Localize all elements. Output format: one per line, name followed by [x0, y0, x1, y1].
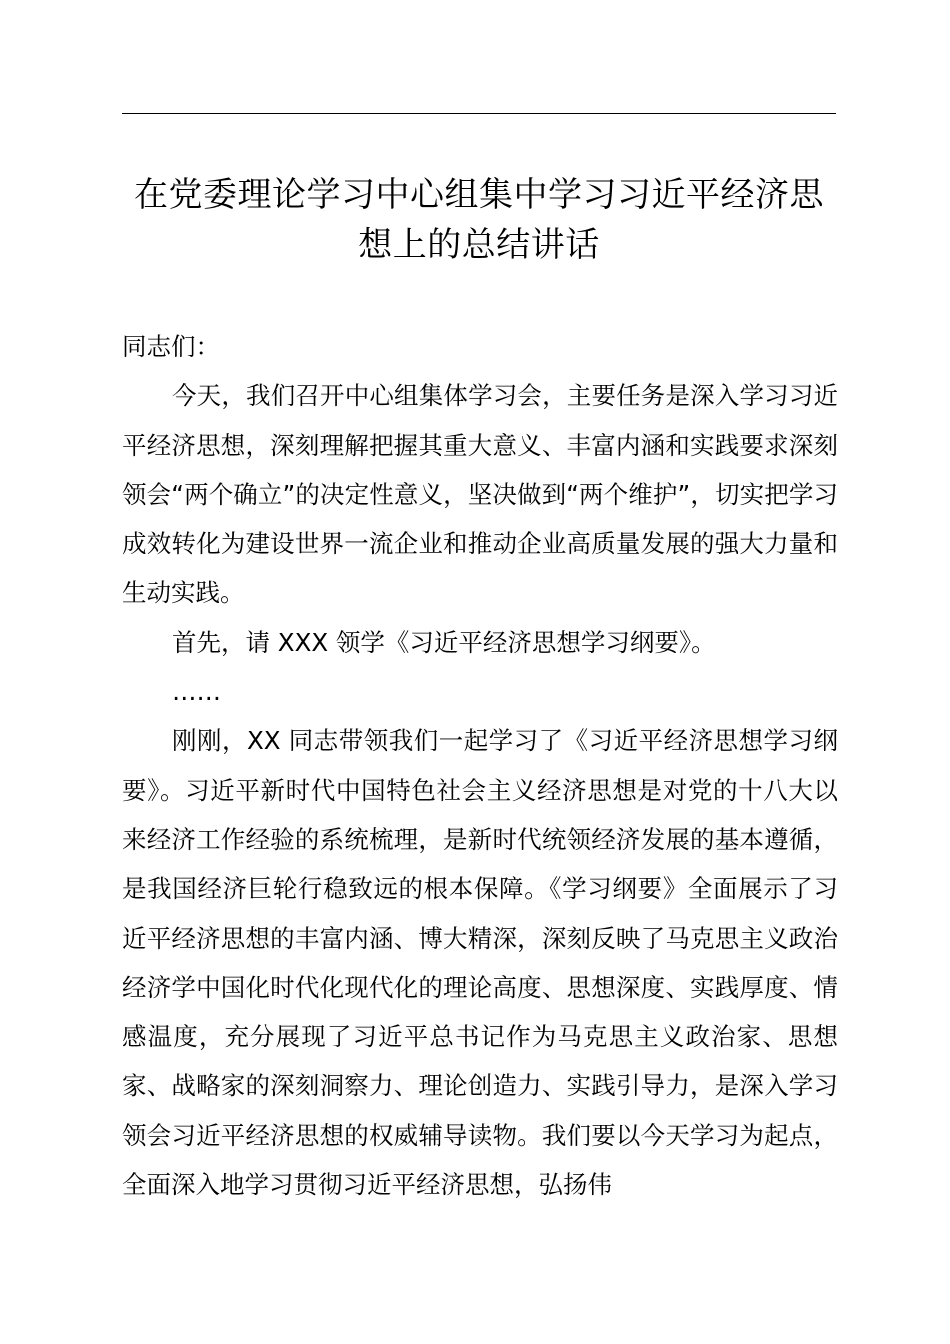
document-body	[122, 322, 838, 1209]
paragraph-lead-reading: 首先，请 XXX 领学《习近平经济思想学习纲要》。	[172, 627, 716, 657]
header-rule	[122, 113, 836, 114]
paragraph-summary: 刚刚，XX 同志带领我们一起学习了《习近平经济思想学习纲要》。习近平新时代中国特色社会主义经济思想是对党的十八大以来经济工作经验的系统梳理，是新时代统领经济发展的基本遵循，是我国经济巨轮行稳致远的根本保障。《学习纲要》全面展示了习近平经济思想的丰富内涵、博大精深，深刻反映了马克思主义政治经济学中国化时代化现代化的理论高度、思想深度、实践厚度、情感温度，充分展现了习近平总书记作为马克思主义政治家、思想家、战略家的深刻洞察力、理论创造力、实践引导力，是深入学习领会习近平经济思想的权威辅导读物。我们要以今天学习为起点，全面深入地学习贯彻习近平经济思想，弘扬伟	[122, 726, 838, 1200]
salutation: 同志们：	[122, 332, 220, 361]
document-title: 在党委理论学习中心组集中学习习近平经济思想上的总结讲话	[134, 175, 824, 265]
paragraph-intro: 今天，我们召开中心组集体学习会，主要任务是深入学习习近平经济思想，深刻理解把握其重大意义、丰富内涵和实践要求深刻领会“两个确立”的决定性意义，坚决做到“两个维护”，切实把学习成效转化为建设世界一流企业和推动企业高质量发展的强大力量和生动实践。	[122, 381, 838, 608]
paragraph-ellipsis: ……	[172, 677, 221, 707]
